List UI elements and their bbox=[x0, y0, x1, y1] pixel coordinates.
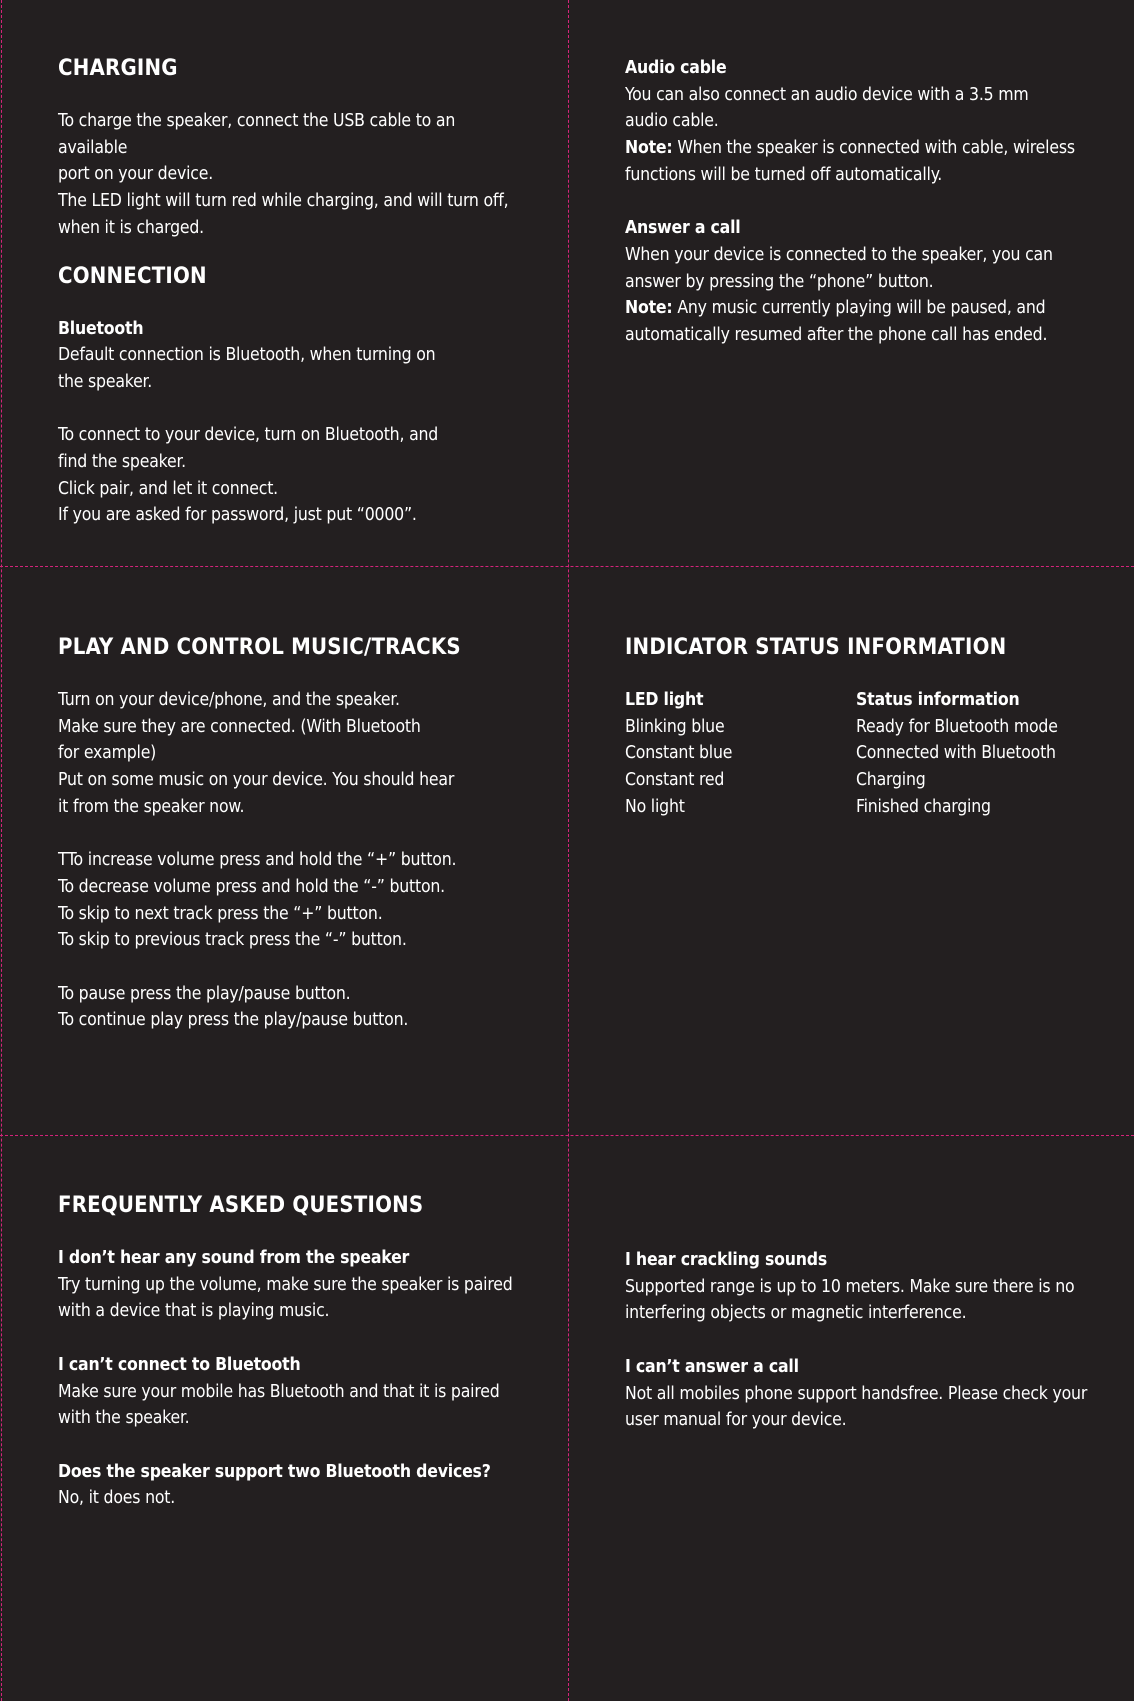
connection-text-line: Default connection is Bluetooth, when turning on bbox=[58, 345, 436, 366]
connection-text-line: Click pair, and let it connect. bbox=[58, 478, 278, 499]
panel-faq-right bbox=[625, 1247, 1095, 1434]
answer-call-heading: Answer a call bbox=[625, 218, 741, 239]
play-text-line: To decrease volume press and hold the “-” button. bbox=[58, 876, 445, 897]
charging-title: CHARGING bbox=[58, 56, 178, 81]
faq-answer-line: Make sure your mobile has Bluetooth and that it is paired bbox=[58, 1381, 500, 1402]
note-text: When the speaker is connected with cable, wireless bbox=[672, 138, 1075, 159]
faq-answer-line: user manual for your device. bbox=[625, 1410, 847, 1431]
charging-text-line: To charge the speaker, connect the USB cable to an available bbox=[58, 111, 456, 158]
connection-text-line: If you are asked for password, just put “0000”. bbox=[58, 505, 417, 526]
faq-question: Does the speaker support two Bluetooth devices? bbox=[58, 1461, 491, 1482]
connection-text-line: To connect to your device, turn on Bluetooth, and bbox=[58, 425, 439, 446]
faq-title: FREQUENTLY ASKED QUESTIONS bbox=[58, 1193, 424, 1218]
faq-question: I hear crackling sounds bbox=[625, 1250, 828, 1270]
note-label: Note: bbox=[625, 138, 673, 159]
faq-question: I can’t answer a call bbox=[625, 1356, 799, 1377]
play-text-line: TTo increase volume press and hold the “+” button. bbox=[58, 850, 457, 871]
status-cell: Ready for Bluetooth mode bbox=[856, 716, 1058, 737]
faq-question: I don’t hear any sound from the speaker bbox=[58, 1248, 410, 1268]
play-text-line: Put on some music on your device. You should hear bbox=[58, 770, 455, 791]
status-cell: Finished charging bbox=[856, 796, 991, 817]
status-column-header: Status information bbox=[856, 690, 1020, 710]
led-cell: Constant red bbox=[625, 770, 725, 791]
audio-cable-text-line: audio cable. bbox=[625, 111, 719, 132]
status-cell: Connected with Bluetooth bbox=[856, 743, 1056, 764]
faq-answer-line: Not all mobiles phone support handsfree. Please check your bbox=[625, 1383, 1088, 1404]
connection-text-line: find the speaker. bbox=[58, 452, 186, 473]
panel-audio-call bbox=[625, 55, 1095, 349]
faq-question: I can’t connect to Bluetooth bbox=[58, 1354, 301, 1375]
panel-charging-connection bbox=[58, 54, 528, 529]
note-text: Any music currently playing will be paused, and bbox=[672, 298, 1046, 319]
led-cell: Constant blue bbox=[625, 743, 733, 764]
cut-guide-lower bbox=[0, 1135, 1134, 1136]
connection-title: CONNECTION bbox=[58, 263, 207, 289]
play-text-line: To skip to next track press the “+” button. bbox=[58, 903, 383, 924]
charging-text-line: The LED light will turn red while charging, and will turn off, bbox=[58, 191, 509, 212]
panel-play-control bbox=[58, 633, 528, 1034]
answer-call-text-line: automatically resumed after the phone call has ended. bbox=[625, 325, 1048, 346]
bluetooth-heading: Bluetooth bbox=[58, 318, 144, 339]
faq-answer-line: with a device that is playing music. bbox=[58, 1301, 330, 1322]
answer-call-text-line: When your device is connected to the speaker, you can bbox=[625, 244, 1053, 265]
led-cell: Blinking blue bbox=[625, 716, 725, 737]
play-text-line: Turn on your device/phone, and the speaker. bbox=[58, 690, 400, 710]
audio-cable-text-line: functions will be turned off automatically. bbox=[625, 164, 943, 185]
indicator-table bbox=[625, 687, 1095, 821]
play-text-line: Make sure they are connected. (With Bluetooth bbox=[58, 716, 421, 737]
play-title: PLAY AND CONTROL MUSIC/TRACKS bbox=[58, 635, 461, 660]
faq-answer-line: Try turning up the volume, make sure the speaker is paired bbox=[58, 1274, 513, 1295]
play-text-line: To continue play press the play/pause button. bbox=[58, 1010, 409, 1031]
play-text-line: To skip to previous track press the “-” button. bbox=[58, 930, 407, 951]
panel-faq-left bbox=[58, 1191, 528, 1512]
audio-cable-note bbox=[625, 135, 1095, 162]
play-text-line: To pause press the play/pause button. bbox=[58, 983, 351, 1004]
play-text-line: it from the speaker now. bbox=[58, 796, 245, 817]
play-text-line: for example) bbox=[58, 743, 157, 764]
led-column-header: LED light bbox=[625, 690, 704, 710]
cut-guide-center bbox=[568, 0, 569, 1701]
faq-answer-line: No, it does not. bbox=[58, 1488, 176, 1509]
led-cell: No light bbox=[625, 796, 685, 817]
answer-call-note bbox=[625, 295, 1095, 322]
indicator-title: INDICATOR STATUS INFORMATION bbox=[625, 635, 1007, 660]
charging-text-line: port on your device. bbox=[58, 164, 213, 185]
note-label: Note: bbox=[625, 298, 673, 319]
audio-cable-text-line: You can also connect an audio device with a 3.5 mm bbox=[625, 84, 1029, 105]
cut-guide-upper bbox=[0, 566, 1134, 567]
answer-call-text-line: answer by pressing the “phone” button. bbox=[625, 271, 934, 292]
cut-guide-left bbox=[1, 0, 2, 1701]
panel-indicator-status bbox=[625, 633, 1095, 821]
faq-answer-line: Supported range is up to 10 meters. Make sure there is no bbox=[625, 1276, 1075, 1297]
faq-answer-line: interfering objects or magnetic interference. bbox=[625, 1303, 967, 1324]
faq-answer-line: with the speaker. bbox=[58, 1408, 190, 1429]
charging-text-line: when it is charged. bbox=[58, 217, 204, 238]
audio-cable-heading: Audio cable bbox=[625, 58, 727, 78]
status-cell: Charging bbox=[856, 770, 926, 791]
connection-text-line: the speaker. bbox=[58, 371, 153, 392]
